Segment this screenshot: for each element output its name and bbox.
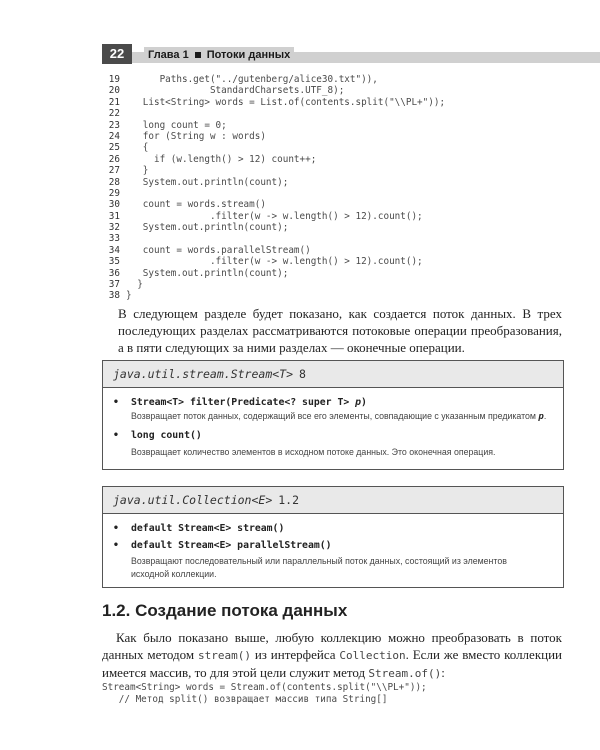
code-text: } — [126, 279, 143, 291]
code-text: if (w.length() > 12) count++; — [126, 153, 317, 165]
code-line — [102, 120, 562, 131]
inline-code: Collection — [339, 649, 406, 662]
body-paragraph: В следующем разделе будет показано, как создается поток данных. В трех последующих разделах рассматриваются потоковые операции преобразования, а в пяти следующих за ними разделах — оконечные операции. — [118, 306, 562, 355]
code-line — [102, 97, 562, 108]
code-text: StandardCharsets.UTF_8); — [126, 85, 345, 97]
code-line — [102, 154, 562, 165]
line-number: 33 — [108, 233, 120, 245]
code-line — [102, 188, 562, 199]
api-method-description: Возвращают последовательный или параллельный поток данных, состоящий из элементов исходной коллекции. — [131, 556, 507, 579]
code-line — [102, 108, 562, 119]
code-text: Paths.get("../gutenberg/alice30.txt")), — [126, 74, 378, 85]
code-line — [102, 279, 562, 290]
code-line — [102, 74, 562, 85]
para-text: : — [441, 665, 445, 680]
code-line — [102, 245, 562, 256]
line-number: 22 — [108, 108, 120, 120]
code-line — [102, 199, 562, 210]
line-number: 28 — [108, 176, 120, 188]
line-number: 31 — [108, 210, 120, 222]
chapter-name: Потоки данных — [206, 49, 291, 61]
bullet-icon: • — [113, 540, 119, 551]
code-text: } — [126, 290, 132, 302]
section-heading — [102, 601, 347, 621]
chapter-label: Глава 1 — [148, 49, 189, 61]
code-text: for (String w : words) — [126, 130, 266, 142]
api-version: 8 — [299, 367, 306, 381]
api-box-header — [103, 487, 563, 514]
code-text: count = words.stream() — [126, 199, 266, 211]
api-class-name — [113, 493, 299, 507]
line-number: 37 — [108, 279, 120, 291]
api-method-description: Возвращает количество элементов в исходном потоке данных. Это оконечная операция. — [131, 447, 496, 457]
para-text: Как было показано выше, любую коллекцию можно преобразовать в поток данных методом — [102, 630, 562, 662]
code-text: count = words.parallelStream() — [126, 244, 311, 256]
api-box-header — [103, 361, 563, 388]
method-signature: default Stream<E> parallelStream() — [131, 540, 332, 551]
section-number: 1.2. — [102, 601, 131, 620]
line-number: 30 — [108, 199, 120, 211]
code-line — [102, 268, 562, 279]
code-comment-line: // Метод split() возвращает массив типа String[] — [102, 694, 388, 705]
code-line — [102, 165, 562, 176]
code-snippet — [102, 682, 562, 706]
code-line: Stream<String> words = Stream.of(contents.split("\\PL+")); — [102, 682, 427, 693]
api-box-stream — [102, 360, 564, 470]
api-box-collection — [102, 486, 564, 588]
code-line — [102, 177, 562, 188]
line-number: 25 — [108, 142, 120, 154]
method-signature-end: ) — [361, 397, 367, 408]
line-number: 20 — [108, 85, 120, 97]
inline-code: stream() — [198, 649, 251, 662]
bullet-icon: • — [113, 397, 119, 408]
desc-param: p — [538, 412, 544, 422]
body-paragraph — [102, 629, 562, 682]
code-text: long count = 0; — [126, 119, 227, 131]
method-param: p — [355, 397, 362, 408]
code-listing — [102, 74, 562, 302]
api-method — [103, 539, 563, 553]
line-number: 21 — [108, 96, 120, 108]
bullet-icon: • — [113, 523, 119, 534]
bullet-icon: • — [113, 430, 119, 441]
line-number: 26 — [108, 153, 120, 165]
line-number: 23 — [108, 119, 120, 131]
code-text: System.out.println(count); — [126, 267, 289, 279]
code-text: .filter(w -> w.length() > 12).count(); — [126, 210, 423, 222]
line-number: 27 — [108, 165, 120, 177]
code-text: { — [126, 142, 149, 154]
method-signature: Stream<T> filter(Predicate<? super T> — [131, 397, 356, 408]
api-method-description — [103, 410, 563, 424]
api-method — [103, 522, 563, 536]
api-method — [103, 429, 563, 443]
line-number: 36 — [108, 267, 120, 279]
code-line — [102, 142, 562, 153]
line-number: 29 — [108, 187, 120, 199]
code-line — [102, 211, 562, 222]
code-text: List<String> words = List.of(contents.split("\\PL+")); — [126, 96, 446, 108]
code-line — [102, 222, 562, 233]
page-number: 22 — [102, 44, 132, 64]
code-text: } — [126, 165, 149, 177]
line-number: 35 — [108, 256, 120, 268]
line-number: 38 — [108, 290, 120, 302]
code-line — [102, 85, 562, 96]
desc-text: Возвращает поток данных, содержащий все его элементы, совпадающие с указанным предикатом — [131, 411, 539, 421]
class-name-text: java.util.stream.Stream<T> — [113, 367, 294, 381]
method-signature: default Stream<E> stream() — [131, 523, 285, 534]
line-number: 24 — [108, 130, 120, 142]
inline-code: Stream.of() — [368, 667, 442, 680]
api-method — [103, 396, 563, 410]
class-name-text: java.util.Collection<E> — [113, 493, 273, 507]
line-number: 32 — [108, 222, 120, 234]
chapter-title — [144, 47, 294, 63]
code-text: System.out.println(count); — [126, 222, 289, 234]
square-bullet-icon — [195, 52, 201, 58]
method-signature: long count() — [131, 430, 202, 441]
code-line — [102, 233, 562, 244]
running-header — [102, 44, 600, 66]
section-title: Создание потока данных — [135, 601, 348, 620]
code-line — [102, 256, 562, 267]
desc-end: . — [543, 411, 547, 421]
code-line — [102, 131, 562, 142]
para-text: из интерфейса — [250, 647, 340, 662]
line-number: 19 — [108, 74, 120, 85]
code-text: System.out.println(count); — [126, 176, 289, 188]
line-number: 34 — [108, 244, 120, 256]
para-text: . Если же вместо коллекции имеется массив, то для этой цели служит метод — [102, 647, 563, 680]
api-version: 1.2 — [278, 493, 300, 507]
code-text: .filter(w -> w.length() > 12).count(); — [126, 256, 423, 268]
code-line — [102, 290, 562, 301]
api-class-name — [113, 367, 306, 381]
